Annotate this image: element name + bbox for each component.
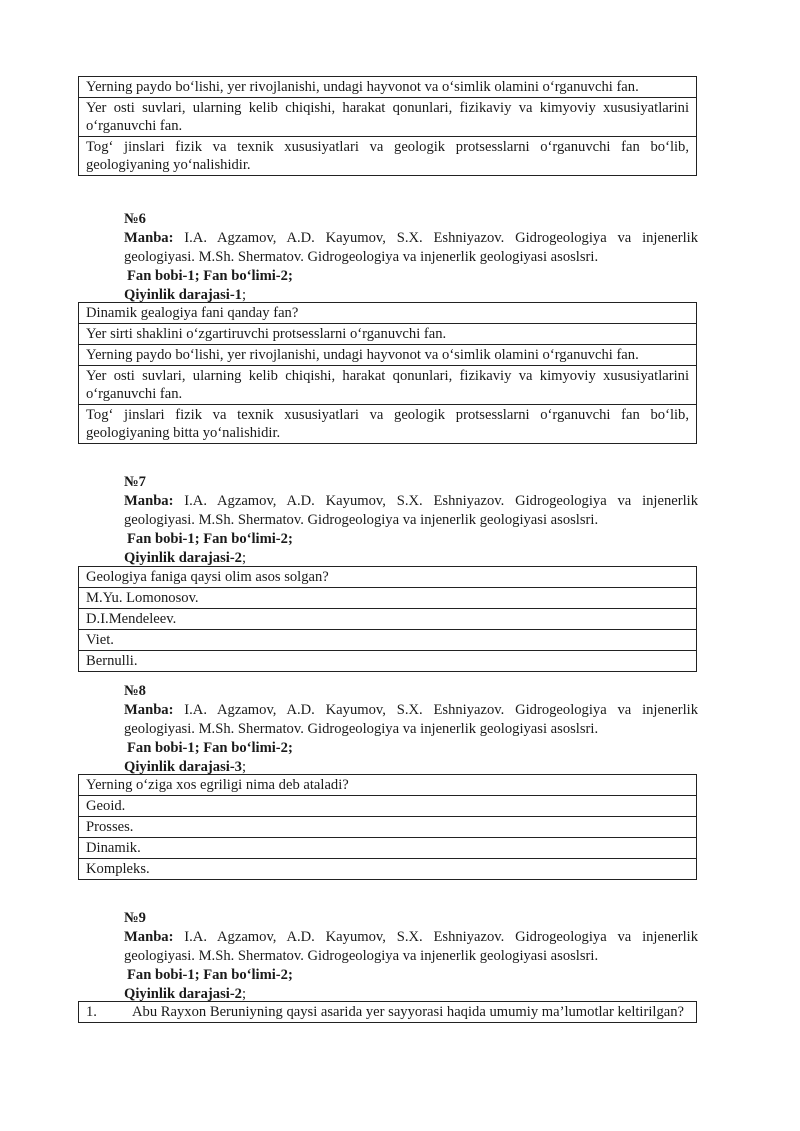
source-text: I.A. Agzamov, A.D. Kayumov, S.X. Eshniyazov. Gidrogeologiya va injenerlik geologiyasi. M.Sh. Shermatov. Gidrogeologiya va injenerlik geologiyasi asoslsri. xyxy=(124,929,699,964)
table-row xyxy=(79,817,697,838)
answer-option: D.I.Mendeleev. xyxy=(79,609,697,630)
answer-option: Kompleks. xyxy=(79,859,697,880)
difficulty-label: Qiyinlik darajasi-1 xyxy=(124,287,242,303)
question-table xyxy=(78,1001,697,1023)
table-row xyxy=(79,405,697,444)
source-text: I.A. Agzamov, A.D. Kayumov, S.X. Eshniyazov. Gidrogeologiya va injenerlik geologiyasi. M.Sh. Shermatov. Gidrogeologiya va injenerlik geologiyasi asoslsri. xyxy=(124,230,699,265)
table-row xyxy=(79,609,697,630)
question-number: №8 xyxy=(124,683,146,699)
question-table xyxy=(78,774,697,880)
source-label: Manba: xyxy=(124,493,174,509)
question-text: Yerning o‘ziga xos egriligi nima deb ataladi? xyxy=(79,775,697,796)
question-section: Fan bobi-1; Fan bo‘limi-2; xyxy=(127,740,293,756)
question-table xyxy=(78,566,697,672)
question-source xyxy=(124,701,698,739)
answer-option: Yer sirti shaklini o‘zgartiruvchi protsesslarni o‘rganuvchi fan. xyxy=(79,324,697,345)
table-row xyxy=(79,630,697,651)
source-text: I.A. Agzamov, A.D. Kayumov, S.X. Eshniyazov. Gidrogeologiya va injenerlik geologiyasi. M.Sh. Shermatov. Gidrogeologiya va injenerlik geologiyasi asoslsri. xyxy=(124,702,699,737)
question-section: Fan bobi-1; Fan bo‘limi-2; xyxy=(127,268,293,284)
difficulty-label: Qiyinlik darajasi-2 xyxy=(124,550,242,566)
table-row xyxy=(79,345,697,366)
question-row-text: Abu Rayxon Beruniyning qaysi asarida yer sayyorasi haqida umumiy ma’lumotlar keltirilgan? xyxy=(132,1004,684,1020)
question-number: №7 xyxy=(124,474,146,490)
difficulty-suffix: ; xyxy=(241,287,247,303)
answer-option: Yer osti suvlari, ularning kelib chiqishi, harakat qonunlari, fizikaviy va kimyoviy xususiyatlarini o‘rganuvchi fan. xyxy=(79,366,697,405)
question-text xyxy=(79,1002,697,1023)
source-label: Manba: xyxy=(124,702,174,718)
answer-option: Prosses. xyxy=(79,817,697,838)
difficulty-label: Qiyinlik darajasi-2 xyxy=(124,986,242,1002)
answer-option: Viet. xyxy=(79,630,697,651)
table-cell: Yerning paydo bo‘lishi, yer rivojlanishi, undagi hayvonot va o‘simlik olamini o‘rganuvchi fan. xyxy=(79,77,697,98)
answer-option: Bernulli. xyxy=(79,651,697,672)
table-row xyxy=(79,651,697,672)
table-row xyxy=(79,567,697,588)
table-row xyxy=(79,324,697,345)
answer-option: Dinamik. xyxy=(79,838,697,859)
question-header xyxy=(124,210,698,305)
table-cell: Yer osti suvlari, ularning kelib chiqishi, harakat qonunlari, fizikaviy va kimyoviy xususiyatlarini o‘rganuvchi fan. xyxy=(79,98,697,137)
top-answer-table xyxy=(78,76,697,176)
question-number: №6 xyxy=(124,211,146,227)
difficulty-suffix: ; xyxy=(241,759,247,775)
difficulty-suffix: ; xyxy=(241,550,247,566)
question-source xyxy=(124,492,698,530)
question-header xyxy=(124,682,698,777)
source-label: Manba: xyxy=(124,929,174,945)
table-row xyxy=(79,859,697,880)
table-row xyxy=(79,137,697,176)
question-header xyxy=(124,909,698,1004)
question-text: Geologiya faniga qaysi olim asos solgan? xyxy=(79,567,697,588)
question-header xyxy=(124,473,698,568)
question-text: Dinamik gealogiya fani qanday fan? xyxy=(79,303,697,324)
source-text: I.A. Agzamov, A.D. Kayumov, S.X. Eshniyazov. Gidrogeologiya va injenerlik geologiyasi. M.Sh. Shermatov. Gidrogeologiya va injenerlik geologiyasi asoslsri. xyxy=(124,493,699,528)
question-section: Fan bobi-1; Fan bo‘limi-2; xyxy=(127,967,293,983)
table-row xyxy=(79,588,697,609)
table-row xyxy=(79,98,697,137)
table-row xyxy=(79,366,697,405)
answer-option: Tog‘ jinslari fizik va texnik xususiyatlari va geologik protsesslarni o‘rganuvchi fan bo‘lib, geologiyaning bitta yo‘nalishidir. xyxy=(79,405,697,444)
table-row xyxy=(79,77,697,98)
table-row xyxy=(79,1002,697,1023)
question-row-number: 1. xyxy=(86,1004,97,1020)
question-source xyxy=(124,229,698,267)
answer-option: Geoid. xyxy=(79,796,697,817)
table-row xyxy=(79,775,697,796)
table-row xyxy=(79,838,697,859)
question-section: Fan bobi-1; Fan bo‘limi-2; xyxy=(127,531,293,547)
question-table xyxy=(78,302,697,444)
difficulty-suffix: ; xyxy=(241,986,247,1002)
difficulty-label: Qiyinlik darajasi-3 xyxy=(124,759,242,775)
question-number: №9 xyxy=(124,910,146,926)
answer-option: Yerning paydo bo‘lishi, yer rivojlanishi, undagi hayvonot va o‘simlik olamini o‘rganuvchi fan. xyxy=(79,345,697,366)
table-row xyxy=(79,303,697,324)
table-row xyxy=(79,796,697,817)
source-label: Manba: xyxy=(124,230,174,246)
answer-option: M.Yu. Lomonosov. xyxy=(79,588,697,609)
question-source xyxy=(124,928,698,966)
table-cell: Tog‘ jinslari fizik va texnik xususiyatlari va geologik protsesslarni o‘rganuvchi fan bo‘lib, geologiyaning yo‘nalishidir. xyxy=(79,137,697,176)
